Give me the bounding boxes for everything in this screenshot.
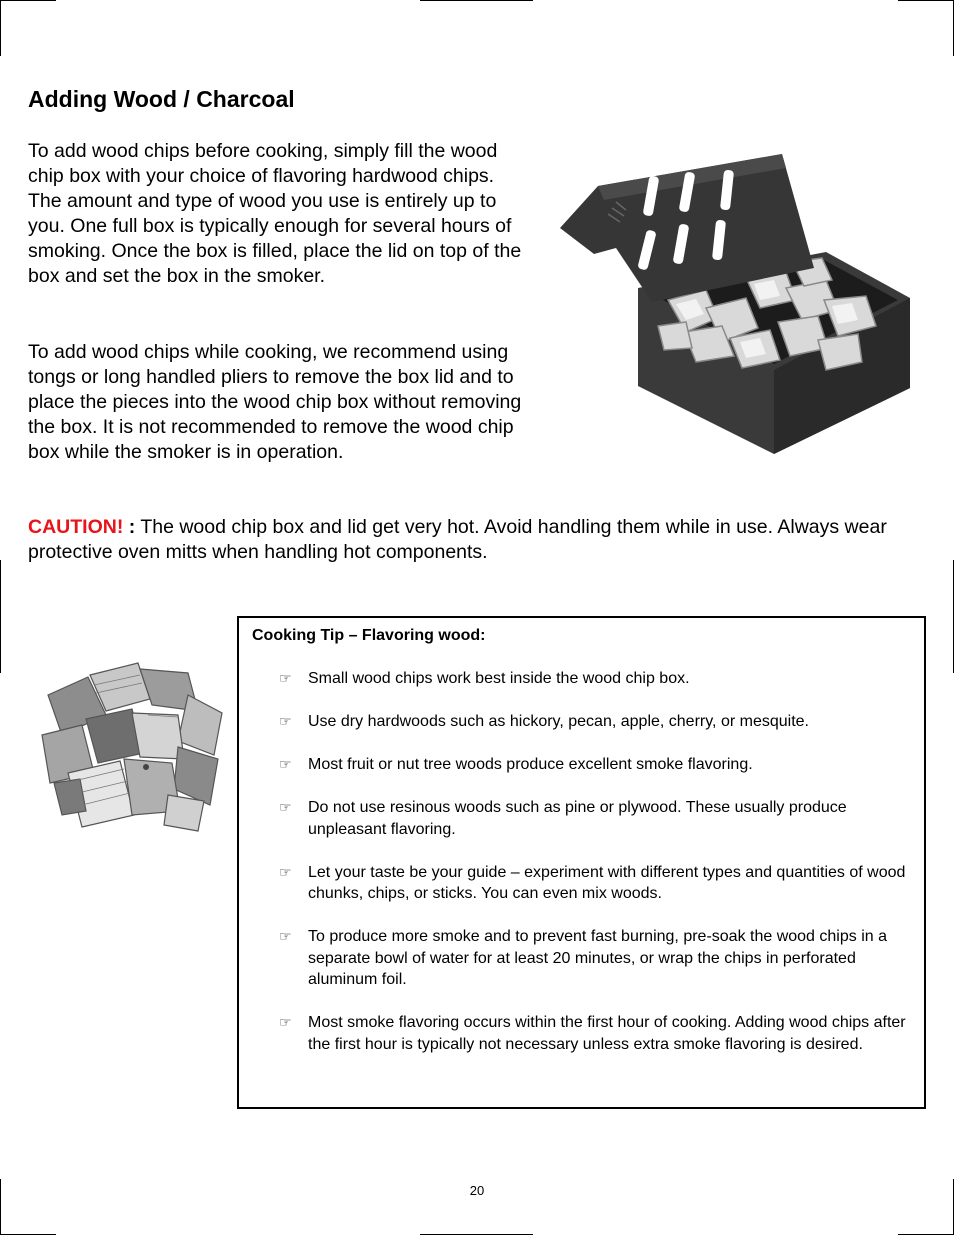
crop-mark: [420, 0, 533, 1]
list-item: [279, 1012, 909, 1055]
paragraph-while-cooking: To add wood chips while cooking, we recommend using tongs or long handled pliers to remove the box lid and to place the pieces into the wood chip box without removing the box. It is not recommended to remove the wood chip box while the smoker is in operation.: [28, 341, 522, 464]
tip-text: Let your taste be your guide – experiment with different types and quantities of wood chunks, chips, or sticks. You can even mix woods.: [308, 863, 906, 902]
list-item: [279, 862, 909, 905]
tip-text: Most smoke flavoring occurs within the first hour of cooking. Adding wood chips after the first hour is typically not necessary unless extra smoke flavoring is desired.: [308, 1014, 906, 1053]
list-item: [279, 711, 909, 733]
pointing-hand-icon: ☞: [279, 1014, 292, 1030]
list-item: [279, 926, 909, 991]
paragraph-before-cooking: To add wood chips before cooking, simply fill the wood chip box with your choice of flavoring hardwood chips. The amount and type of wood you use is entirely up to you. One full box is typically enough for several hours of smoking. Once the box is filled, place the lid on top of the box and set the box in the smoker.: [28, 140, 522, 288]
tip-text: Most fruit or nut tree woods produce excellent smoke flavoring.: [308, 756, 753, 773]
list-item: [279, 797, 909, 840]
crop-mark: [0, 560, 1, 673]
page-title: Adding Wood / Charcoal: [28, 86, 295, 112]
page-number: 20: [469, 1183, 485, 1198]
tip-text: Do not use resinous woods such as pine or plywood. These usually produce unpleasant flavoring.: [308, 799, 847, 838]
tip-text: To produce more smoke and to prevent fast burning, pre-soak the wood chips in a separate bowl of water for at least 20 minutes, or wrap the chips in perforated aluminum foil.: [308, 928, 887, 988]
caution-notice: [28, 515, 928, 565]
caution-separator: :: [123, 516, 136, 538]
pointing-hand-icon: ☞: [279, 928, 292, 944]
pointing-hand-icon: ☞: [279, 713, 292, 729]
crop-mark: [0, 0, 56, 1]
pointing-hand-icon: ☞: [279, 863, 292, 880]
tip-title: Cooking Tip – Flavoring wood:: [252, 627, 486, 644]
tip-text: Small wood chips work best inside the wood chip box.: [308, 670, 690, 687]
caution-label: CAUTION!: [28, 516, 124, 538]
pointing-hand-icon: ☞: [279, 799, 292, 815]
pointing-hand-icon: ☞: [279, 756, 292, 772]
wood-chunks-illustration: [28, 655, 228, 835]
tip-text: Use dry hardwoods such as hickory, pecan, apple, cherry, or mesquite.: [308, 713, 809, 730]
pointing-hand-icon: ☞: [279, 670, 292, 686]
crop-mark: [0, 0, 1, 56]
crop-mark: [898, 0, 954, 1]
list-item: [279, 668, 909, 690]
list-item: [279, 754, 909, 776]
caution-text: The wood chip box and lid get very hot. Avoid handling them while in use. Always wear protective oven mitts when handling hot components.: [28, 516, 887, 564]
wood-chip-box-illustration: [546, 150, 912, 460]
cooking-tip-box: [237, 616, 926, 1109]
tip-list: [279, 668, 909, 1077]
